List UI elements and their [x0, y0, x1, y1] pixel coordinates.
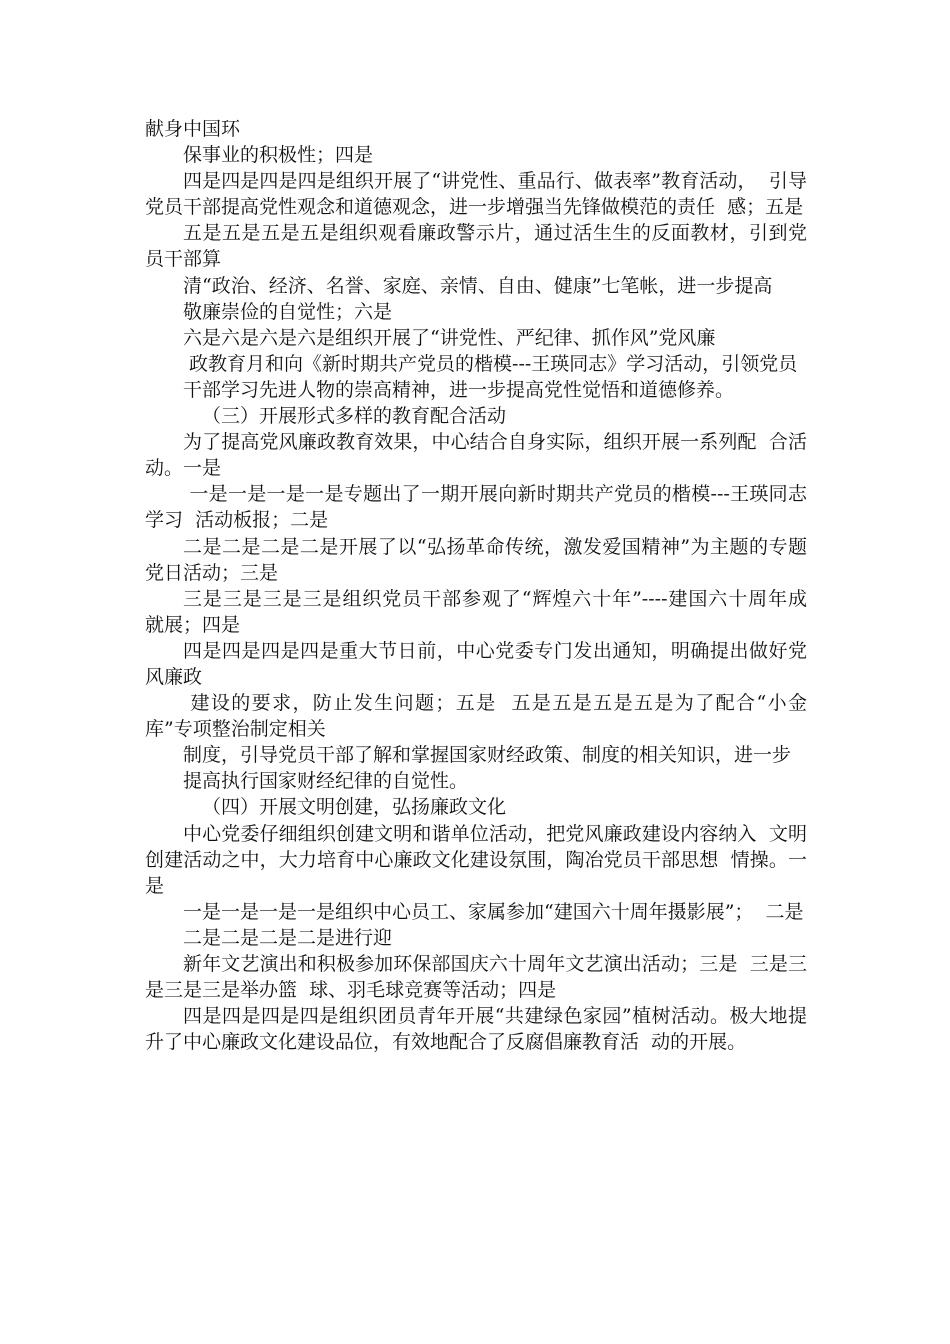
paragraph-24: 四是四是四是四是组织团员青年开展“共建绿色家园”植树活动。极大地提升了中心廉政文化建设品位，有效地配合了反腐倡廉教育活 动的开展。: [145, 1005, 807, 1054]
paragraph-3: 四是四是四是四是组织开展了“讲党性、重品行、做表率”教育活动， 引导党员干部提高党性观念和道德观念，进一步增强当先锋做模范的责任 感；五是: [145, 170, 807, 219]
paragraph-11: 为了提高党风廉政教育效果，中心结合自身实际，组织开展一系列配 合活动。一是: [145, 431, 807, 480]
paragraph-23: 新年文艺演出和积极参加环保部国庆六十周年文艺演出活动；三是 三是三是三是三是举办篮 球、羽毛球竞赛等活动；四是: [145, 953, 807, 1002]
section-heading-4: （四）开展文明创建，弘扬廉政文化: [202, 796, 507, 819]
paragraph-20: 中心党委仔细组织创建文明和谐单位活动，把党风廉政建设内容纳入 文明创建活动之中，大力培育中心廉政文化建设氛围，陶冶党员干部思想 情操。一是: [145, 822, 807, 897]
paragraph-5: 清“政治、经济、名誉、家庭、亲情、自由、健康”七笔帐，进一步提高: [183, 274, 773, 297]
paragraph-1: 献身中国环: [145, 118, 241, 140]
paragraph-21: 一是一是一是一是组织中心员工、家属参加“建国六十周年摄影展”； 二是: [183, 900, 804, 923]
paragraph-13: 二是二是二是二是开展了以“弘扬革命传统，激发爱国精神”为主题的专题 党日活动；三是: [145, 535, 820, 584]
paragraph-14: 三是三是三是三是组织党员干部参观了“辉煌六十年”----建国六十周年成 就展；四是: [145, 587, 820, 636]
paragraph-6: 敬廉崇俭的自觉性；六是: [183, 300, 393, 323]
paragraph-17: 制度，引导党员干部了解和掌握国家财经政策、制度的相关知识，进一步: [183, 744, 792, 767]
paragraph-8: 政教育月和向《新时期共产党员的楷模---王瑛同志》学习活动，引领党员: [183, 352, 798, 375]
document-page: [145, 116, 820, 1055]
paragraph-4: 五是五是五是五是组织观看廉政警示片，通过活生生的反面教材，引到党员干部算: [145, 222, 807, 271]
paragraph-2: 保事业的积极性；四是: [183, 144, 374, 167]
paragraph-7: 六是六是六是六是组织开展了“讲党性、严纪律、抓作风”党风廉: [183, 326, 716, 349]
paragraph-9: 干部学习先进人物的崇高精神，进一步提高党性觉悟和道德修养。: [183, 378, 735, 401]
paragraph-18: 提高执行国家财经纪律的自觉性。: [183, 770, 469, 793]
paragraph-12: 一是一是一是一是专题出了一期开展向新时期共产党员的楷模---王瑛同志学习 活动板报；二是: [145, 483, 807, 532]
section-heading-3: （三）开展形式多样的教育配合活动: [202, 405, 507, 428]
paragraph-22: 二是二是二是二是进行迎: [183, 926, 393, 949]
paragraph-16: 建设的要求，防止发生问题；五是 五是五是五是五是为了配合“小金库”专项整治制定相关: [145, 692, 807, 741]
paragraph-15: 四是四是四是四是重大节日前，中心党委专门发出通知，明确提出做好党风廉政: [145, 639, 807, 688]
